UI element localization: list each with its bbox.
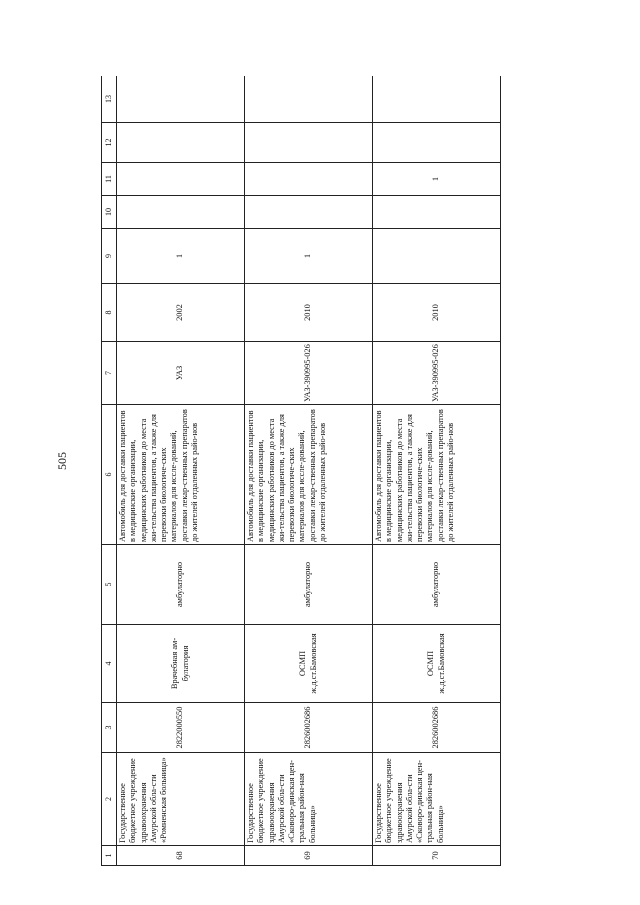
- column-10-value: [373, 196, 501, 229]
- vehicle-purpose: Автомобиль для доставки пациентов в медицинские организации, медицинских работников до места жи-тельства пациентов, а также для перевозки биологиче-ских материалов для иссле-дований, доставки лекар-ственных препаратов до жителей отдаленных райо-нов: [373, 405, 501, 545]
- column-11-value: 1: [373, 163, 501, 196]
- vehicle-purpose: Автомобиль для доставки пациентов в медицинские организации, медицинских работников до места жи-тельства пациентов, а также для перевозки биологиче-ских материалов для иссле-дований, доставки лекар-ственных препаратов до жителей отдаленных райо-нов: [245, 405, 373, 545]
- manufacture-year: 2010: [245, 284, 373, 342]
- vehicle-model: УАЗ-390995-026: [245, 342, 373, 405]
- column-header-9: 9: [102, 229, 117, 284]
- inn-code: 2826002686: [245, 703, 373, 753]
- column-9-value: 1: [117, 229, 245, 284]
- column-10-value: [117, 196, 245, 229]
- column-header-6: 6: [102, 405, 117, 545]
- column-header-1: 1: [102, 846, 117, 866]
- column-13-value: [373, 76, 501, 123]
- column-13-value: [245, 76, 373, 123]
- column-10-value: [245, 196, 373, 229]
- table-row: [245, 76, 373, 866]
- column-12-value: [373, 123, 501, 163]
- page-number: 505: [55, 452, 69, 470]
- column-12-value: [117, 123, 245, 163]
- column-9-value: [373, 229, 501, 284]
- facility-unit: ОСМП ж.д.ст.Бамовская: [245, 625, 373, 703]
- column-header-10: 10: [102, 196, 117, 229]
- rotated-table-content: [101, 76, 501, 866]
- column-header-8: 8: [102, 284, 117, 342]
- facility-unit: ОСМП ж.д.ст.Бамовская: [373, 625, 501, 703]
- organization-name: Государственное бюджетное учреждение здравоохранения Амурской обла-сти «Сковоро-динская цен-тральная район-ная больница»: [373, 753, 501, 846]
- facility-unit: Врачебная ам-булатория: [117, 625, 245, 703]
- organization-name: Государственное бюджетное учреждение здравоохранения Амурской обла-сти «Сковоро-динская цен-тральная район-ная больница»: [245, 753, 373, 846]
- table-row: [373, 76, 501, 866]
- column-11-value: [245, 163, 373, 196]
- rotated-table-frame: [101, 76, 501, 866]
- column-header-11: 11: [102, 163, 117, 196]
- inn-code: 2826002686: [373, 703, 501, 753]
- row-number: 70: [373, 846, 501, 866]
- manufacture-year: 2002: [117, 284, 245, 342]
- column-header-7: 7: [102, 342, 117, 405]
- column-13-value: [117, 76, 245, 123]
- column-9-value: 1: [245, 229, 373, 284]
- header-row: [102, 76, 117, 866]
- column-header-3: 3: [102, 703, 117, 753]
- vehicle-registry-table: [101, 76, 501, 866]
- care-type: амбулаторно: [373, 545, 501, 625]
- table-row: [117, 76, 245, 866]
- row-number: 69: [245, 846, 373, 866]
- column-header-13: 13: [102, 76, 117, 123]
- vehicle-purpose: Автомобиль для доставки пациентов в медицинские организации, медицинских работников до места жи-тельства пациентов, а также для перевозки биологиче-ских материалов для иссле-дований, доставки лекар-ственных препаратов до жителей отдаленных райо-нов: [117, 405, 245, 545]
- care-type: амбулаторно: [245, 545, 373, 625]
- manufacture-year: 2010: [373, 284, 501, 342]
- column-header-5: 5: [102, 545, 117, 625]
- column-header-4: 4: [102, 625, 117, 703]
- organization-name: Государственное бюджетное учреждение здравоохранения Амурской обла-сти «Ромненская больница»: [117, 753, 245, 846]
- column-12-value: [245, 123, 373, 163]
- vehicle-model: УАЗ: [117, 342, 245, 405]
- column-11-value: [117, 163, 245, 196]
- row-number: 68: [117, 846, 245, 866]
- vehicle-model: УАЗ-390995-026: [373, 342, 501, 405]
- care-type: амбулаторно: [117, 545, 245, 625]
- column-header-2: 2: [102, 753, 117, 846]
- inn-code: 2822000550: [117, 703, 245, 753]
- column-header-12: 12: [102, 123, 117, 163]
